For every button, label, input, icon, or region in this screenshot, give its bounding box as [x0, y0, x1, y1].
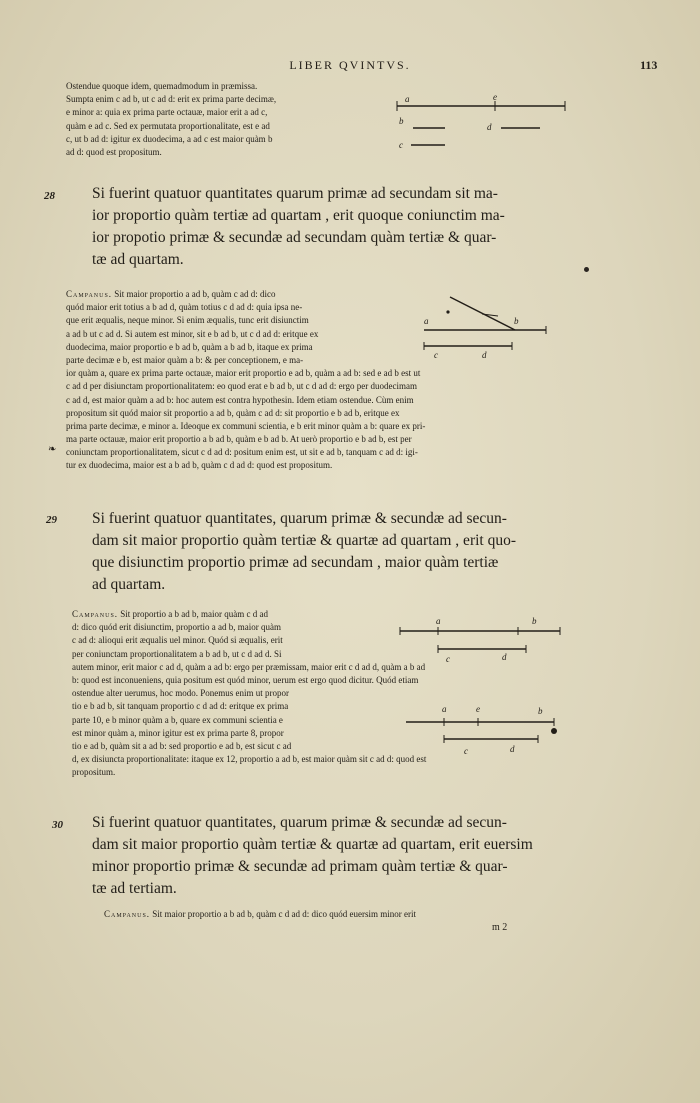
label-d: d: [510, 744, 515, 754]
ink-spot: [584, 267, 589, 272]
label-e: e: [476, 704, 480, 714]
commentary-lead: Campanus.: [66, 289, 113, 299]
label-d: d: [482, 350, 487, 360]
label-b: b: [514, 316, 519, 326]
label-a: a: [405, 94, 410, 104]
commentary-29: Campanus. Sit proportio a b ad b, maior quàm c d ad d: dico quód erit disiunctim, proportio a ad b, maior quàm c ad d: alioqui erit æqualis uel minor. Quód si æqualis, erit per coniunctam proportionalitatem a b ad b, ut c d ad d. Si autem minor, erit maior c ad d, quàm a ad b: ergo per præmissam, maior erit c d ad d, quàm a b ad b: quod est inconueniens, quia positum est quód minor, uerum est ergo quod dicitur. Quód etiam ostendue alter uerumus, hoc modo. Ponemus enim ut propor tio e b ad b, sit tanquam proportio c d ad d: eritque ex prima parte 10, e b minor quàm a b, quare ex communi scientia e est minor quàm a, minor igitur est ex prima parte 8, propor tio e ad b, quàm sit a ad b: sed proportio e ad b, est sicut c ad d, ex disiuncta proportionalitate: itaque ex 12, proportio a ad b, est maior quàm sit c ad d: quod est propositum.: [72, 609, 427, 778]
label-d: d: [487, 122, 492, 132]
commentary-30: Campanus. Sit maior proportio a b ad b, quàm c d ad d: dico quód euersim minor erit: [104, 909, 416, 919]
label-c: c: [434, 350, 438, 360]
proposition-number-29: 29: [46, 514, 57, 526]
figure-1-line-segments: [395, 92, 575, 154]
proposition-number-28: 28: [44, 190, 55, 202]
label-c: c: [464, 746, 468, 756]
signature-mark: m 2: [492, 922, 508, 933]
label-b: b: [399, 116, 404, 126]
proposition-29: Si fuerint quatuor quantitates, quarum primæ & secundæ ad secun- dam sit maior proportio quàm tertiæ & quartæ ad quartam , erit quo- que disiunctim proportio primæ ad secundam , maior quàm tertiæ ad quartam.: [92, 510, 517, 593]
page-number: 113: [640, 58, 658, 72]
top-paragraph: Ostendue quoque idem, quemadmodum in præmissa. Sumpta enim c ad b, ut c ad d: erit ex prima parte decimæ, e minor a: quia ex prima parte octauæ, maior erit a ad c, quàm e ad c. Sed ex permutata proportionalitate, est e ad c, ut b ad d: igitur ex duodecima, a ad c est maior quàm b ad d: quod est propositum.: [66, 81, 277, 157]
figure-2-line-segments: [420, 292, 560, 362]
commentary-lead: Campanus.: [72, 609, 119, 619]
proposition-number-30: 30: [52, 819, 63, 831]
label-b: b: [538, 706, 543, 716]
margin-mark: ❧: [48, 444, 57, 455]
commentary-28: Campanus. Sit maior proportio a ad b, quàm c ad d: dico quód maior erit totius a b ad d, quàm totius c d ad d: quia ipsa ne- que erit æqualis, neque minor. Si enim æqualis, tunc erit disiunctim a ad b ut c ad d. Si autem est minor, sit e b ad b, ut c d ad d: eritque ex duodecima, maior proportio e b ad b, quàm a b ad b, itaque ex prima parte decimæ e b, est maior quàm a b: & per conceptionem, e ma- ior quàm a, quare ex prima parte octauæ, maior erit proportio e ad b, quàm a ad b: sed e ad b est ut c ad d per disiunctam proportionalitatem: eo quod erat e b ad b, ut c d ad d: ergo per duodecimam c ad d, est maior quàm a ad b: hoc autem est contra hypothesin. Idem etiam ostendue. Cùm enim propositum sit quód maior sit proportio a ad b, quàm c ad d: sit proportio e b ad b, eritque ex prima parte decimæ, e minor a. Ideoque ex communi scientia, e b erit minor quàm a b: quare ex pri- ma parte octauæ, maior erit proportio a b ad b, quàm e b ad b. At uerò proportio e b ad b, est per coniunctam proportionalitatem, sicut c d ad d: positum enim est, ut sit e ad b, tanquam c ad d: igi- tur ex duodecima, maior est a b ad b, quàm c d ad d: quod est propositum.: [66, 289, 426, 471]
figure-3-line-segments: [398, 612, 568, 667]
figure-4-line-segments: [404, 702, 564, 760]
label-c: c: [446, 654, 450, 664]
proposition-28: Si fuerint quatuor quantitates quarum primæ ad secundam sit ma- ior proportio quàm tertiæ ad quartam , erit quoque coniunctim ma- ior propotio primæ & secundæ ad secundam quàm tertiæ & quar- tæ ad quartam.: [92, 185, 505, 268]
label-a: a: [436, 616, 441, 626]
label-e: e: [493, 92, 497, 102]
label-b: b: [532, 616, 537, 626]
proposition-30: Si fuerint quatuor quantitates, quarum primæ & secundæ ad secun- dam sit maior proportio quàm tertiæ & quartæ ad quartam, erit euersim minor proportio primæ & secundæ ad primam quàm tertiæ & quar- tæ ad tertiam.: [92, 814, 533, 897]
commentary-lead: Campanus.: [104, 909, 151, 919]
running-head: LIBER QVINTVS.: [289, 58, 411, 72]
label-d: d: [502, 652, 507, 662]
label-c: c: [399, 140, 403, 150]
label-a: a: [424, 316, 429, 326]
label-a: a: [442, 704, 447, 714]
